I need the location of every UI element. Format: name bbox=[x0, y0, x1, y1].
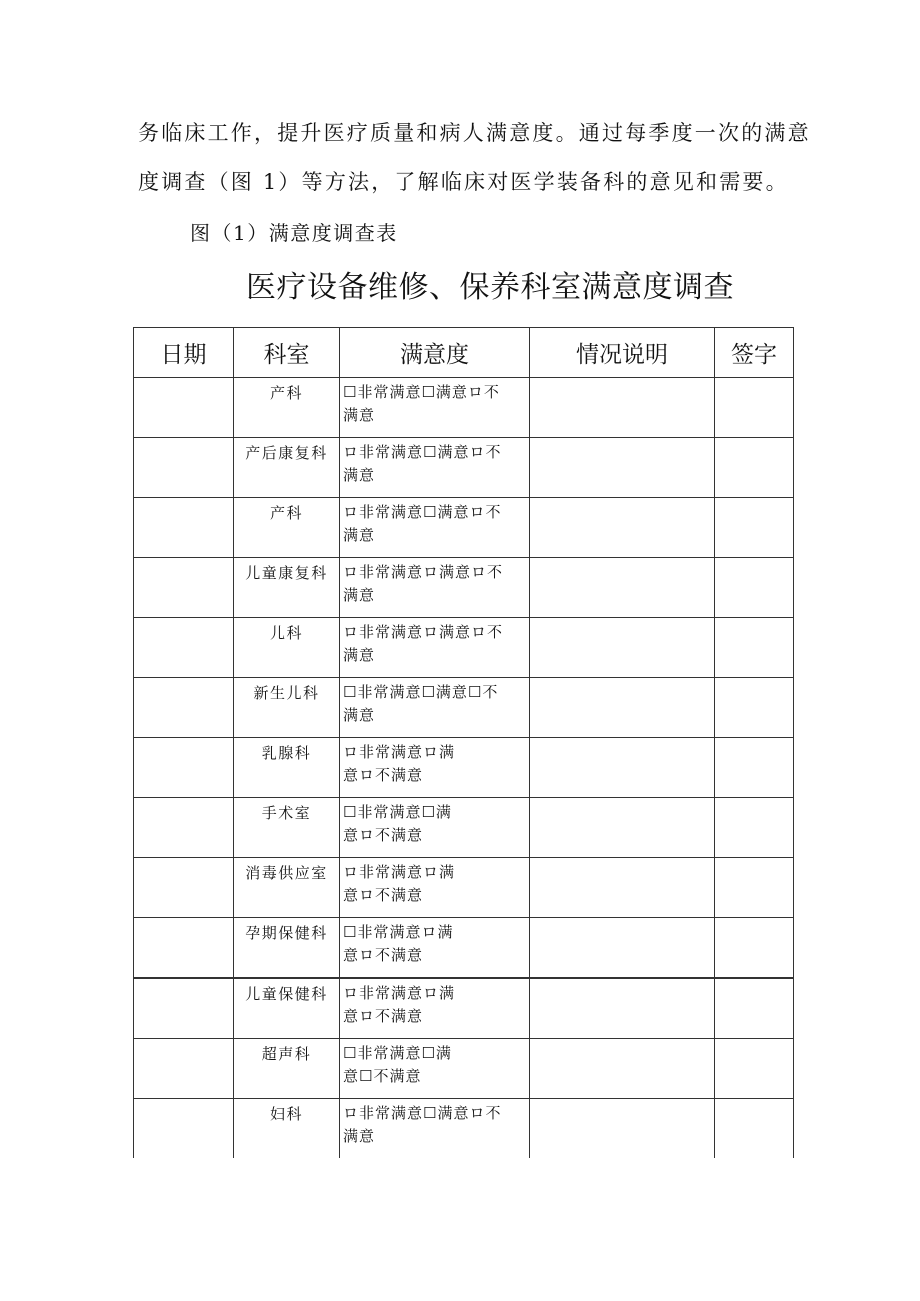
date-cell[interactable] bbox=[134, 1099, 234, 1159]
satisfaction-cell[interactable] bbox=[340, 738, 530, 798]
header-department: 科室 bbox=[234, 328, 340, 378]
satisfaction-cell[interactable] bbox=[340, 918, 530, 979]
signature-cell[interactable] bbox=[715, 1099, 794, 1159]
satisfaction-options[interactable]: ロ非常满意ロ满意ロ不 满意 bbox=[343, 563, 504, 604]
satisfaction-options[interactable]: ☐非常满意☐满意ロ不 满意 bbox=[343, 383, 500, 424]
header-date: 日期 bbox=[134, 328, 234, 378]
department-cell bbox=[234, 1099, 340, 1159]
remarks-cell[interactable] bbox=[530, 738, 715, 798]
table-row bbox=[134, 378, 794, 438]
department-name: 妇科 bbox=[269, 1105, 303, 1123]
department-name: 消毒供应室 bbox=[245, 864, 328, 882]
remarks-cell[interactable] bbox=[530, 618, 715, 678]
remarks-cell[interactable] bbox=[530, 978, 715, 1039]
department-name: 儿童康复科 bbox=[245, 564, 328, 582]
table-row bbox=[134, 498, 794, 558]
figure-caption: 图（1）满意度调查表 bbox=[190, 221, 398, 245]
table-row bbox=[134, 798, 794, 858]
department-cell bbox=[234, 558, 340, 618]
department-name: 儿童保健科 bbox=[245, 985, 328, 1003]
department-cell bbox=[234, 618, 340, 678]
department-name: 孕期保健科 bbox=[245, 924, 328, 942]
satisfaction-options[interactable]: ロ非常满意☐满意ロ不 满意 bbox=[343, 503, 502, 544]
department-cell bbox=[234, 738, 340, 798]
satisfaction-cell[interactable] bbox=[340, 378, 530, 438]
table-row bbox=[134, 618, 794, 678]
remarks-cell[interactable] bbox=[530, 798, 715, 858]
table-header-row bbox=[134, 328, 794, 378]
satisfaction-options[interactable]: ☐非常满意ロ满 意ロ不满意 bbox=[343, 923, 454, 964]
department-cell bbox=[234, 858, 340, 918]
signature-cell[interactable] bbox=[715, 378, 794, 438]
remarks-cell[interactable] bbox=[530, 678, 715, 738]
department-cell bbox=[234, 798, 340, 858]
signature-cell[interactable] bbox=[715, 498, 794, 558]
department-name: 新生儿科 bbox=[253, 684, 320, 702]
signature-cell[interactable] bbox=[715, 918, 794, 979]
signature-cell[interactable] bbox=[715, 618, 794, 678]
table-row bbox=[134, 918, 794, 979]
table-row bbox=[134, 1039, 794, 1099]
header-satisfaction: 满意度 bbox=[340, 328, 530, 378]
satisfaction-cell[interactable] bbox=[340, 798, 530, 858]
satisfaction-survey-table bbox=[133, 327, 794, 1158]
remarks-cell[interactable] bbox=[530, 858, 715, 918]
satisfaction-cell[interactable] bbox=[340, 498, 530, 558]
satisfaction-cell[interactable] bbox=[340, 438, 530, 498]
remarks-cell[interactable] bbox=[530, 1099, 715, 1159]
satisfaction-options[interactable]: ロ非常满意☐满意ロ不 满意 bbox=[343, 443, 502, 484]
satisfaction-cell[interactable] bbox=[340, 558, 530, 618]
date-cell[interactable] bbox=[134, 858, 234, 918]
date-cell[interactable] bbox=[134, 738, 234, 798]
table-row bbox=[134, 678, 794, 738]
date-cell[interactable] bbox=[134, 978, 234, 1039]
satisfaction-options[interactable]: ☐非常满意☐满 意☐不满意 bbox=[343, 1044, 452, 1085]
department-name: 产后康复科 bbox=[245, 444, 328, 462]
department-cell bbox=[234, 438, 340, 498]
satisfaction-options[interactable]: ロ非常满意☐满意ロ不 满意 bbox=[343, 1104, 502, 1145]
remarks-cell[interactable] bbox=[530, 498, 715, 558]
survey-title: 医疗设备维修、保养科室满意度调查 bbox=[246, 270, 734, 305]
remarks-cell[interactable] bbox=[530, 1039, 715, 1099]
department-cell bbox=[234, 1039, 340, 1099]
satisfaction-options[interactable]: ロ非常满意ロ满 意ロ不满意 bbox=[343, 743, 456, 784]
date-cell[interactable] bbox=[134, 378, 234, 438]
satisfaction-options[interactable]: ロ非常满意ロ满 意ロ不满意 bbox=[343, 863, 456, 904]
satisfaction-cell[interactable] bbox=[340, 1099, 530, 1159]
satisfaction-cell[interactable] bbox=[340, 858, 530, 918]
department-name: 超声科 bbox=[261, 1045, 312, 1063]
table-row bbox=[134, 558, 794, 618]
table-row bbox=[134, 438, 794, 498]
date-cell[interactable] bbox=[134, 918, 234, 979]
signature-cell[interactable] bbox=[715, 558, 794, 618]
signature-cell[interactable] bbox=[715, 438, 794, 498]
signature-cell[interactable] bbox=[715, 978, 794, 1039]
remarks-cell[interactable] bbox=[530, 438, 715, 498]
intro-paragraph-line-1: 务临床工作，提升医疗质量和病人满意度。通过每季度一次的满意 bbox=[138, 121, 811, 145]
satisfaction-cell[interactable] bbox=[340, 678, 530, 738]
date-cell[interactable] bbox=[134, 558, 234, 618]
department-name: 产科 bbox=[269, 504, 303, 522]
table-row bbox=[134, 1099, 794, 1159]
table-row bbox=[134, 738, 794, 798]
satisfaction-cell[interactable] bbox=[340, 618, 530, 678]
department-name: 产科 bbox=[269, 384, 303, 402]
date-cell[interactable] bbox=[134, 438, 234, 498]
signature-cell[interactable] bbox=[715, 738, 794, 798]
table-row bbox=[134, 978, 794, 1039]
header-signature: 签字 bbox=[715, 328, 794, 378]
satisfaction-cell[interactable] bbox=[340, 1039, 530, 1099]
signature-cell[interactable] bbox=[715, 678, 794, 738]
remarks-cell[interactable] bbox=[530, 918, 715, 979]
department-name: 儿科 bbox=[269, 624, 303, 642]
intro-paragraph-line-2: 度调查（图 1）等方法，了解临床对医学装备科的意见和需要。 bbox=[138, 170, 789, 194]
department-name: 手术室 bbox=[261, 804, 312, 822]
date-cell[interactable] bbox=[134, 678, 234, 738]
satisfaction-options[interactable]: ☐非常满意☐满意☐不 满意 bbox=[343, 683, 499, 724]
date-cell[interactable] bbox=[134, 1039, 234, 1099]
satisfaction-options[interactable]: ロ非常满意ロ满 意ロ不满意 bbox=[343, 984, 456, 1025]
header-remarks: 情况说明 bbox=[530, 328, 715, 378]
satisfaction-cell[interactable] bbox=[340, 978, 530, 1039]
department-cell bbox=[234, 498, 340, 558]
department-cell bbox=[234, 918, 340, 979]
signature-cell[interactable] bbox=[715, 798, 794, 858]
department-name: 乳腺科 bbox=[261, 744, 312, 762]
department-cell bbox=[234, 378, 340, 438]
department-cell bbox=[234, 978, 340, 1039]
table-body bbox=[134, 378, 794, 1159]
satisfaction-options[interactable]: ☐非常满意☐满 意ロ不满意 bbox=[343, 803, 452, 844]
remarks-cell[interactable] bbox=[530, 378, 715, 438]
date-cell[interactable] bbox=[134, 798, 234, 858]
table-row bbox=[134, 858, 794, 918]
signature-cell[interactable] bbox=[715, 1039, 794, 1099]
signature-cell[interactable] bbox=[715, 858, 794, 918]
date-cell[interactable] bbox=[134, 498, 234, 558]
date-cell[interactable] bbox=[134, 618, 234, 678]
satisfaction-options[interactable]: ロ非常满意ロ满意ロ不 满意 bbox=[343, 623, 504, 664]
remarks-cell[interactable] bbox=[530, 558, 715, 618]
department-cell bbox=[234, 678, 340, 738]
